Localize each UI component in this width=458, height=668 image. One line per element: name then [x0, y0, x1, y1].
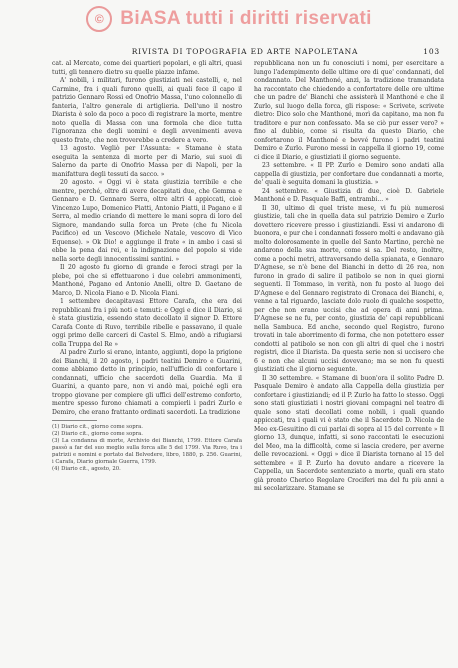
text-columns: [52, 60, 444, 494]
footnote: (1) Diario cit., giorno come sopra.: [52, 424, 143, 430]
watermark-logo-icon: ©: [86, 6, 112, 32]
running-title: RIVISTA DI TOPOGRAFIA ED ARTE NAPOLETANA: [131, 47, 359, 56]
footnote: (3) La condanna di morte, Archivio dei Bianchi, 1799. Ettore Carafa passò a far del suo meglio sulla forca alle 5 del 1799. Via Ruvo, tra i patrizii e nomini e portato dal Belvedere, libro, 1880, p. 256. Guarini, i Carafa, Diario giornale Guerra, 1799.: [52, 438, 242, 465]
footnotes: [52, 424, 242, 473]
page-header: [50, 47, 440, 56]
watermark: [0, 6, 458, 32]
footnote: (2) Diario cit., giorno come sopra.: [52, 431, 143, 437]
paragraph: A' nobili, i militari, furono giustiziati nei castelli, e, nel Carmine, fra i quali furono quelli, ai quali fece il capo il patrizio Gennaro Rossi ed Onofrio Massa, l'uno colonnello di fanteria, l'altro generale di artiglieria. Dell'uno il nostro Diarista è solo da poco a poco di registrare la morte, mentre noto quella di Massa con una formola che dice tutta l'ignoranza che degli uomini e degli avvenimenti aveva questo frate, che non troverebbe a credere a vero.: [52, 77, 242, 144]
page-number: 103: [423, 47, 440, 56]
paragraph: repubblicana non un fu conosciuti i nomi, per esercitare a lungo l'adempimento delle ultime ore di que' condannati, del condannato. Del Manthoné, anzi, la tradizione tramandata ha raccontato che chiedendo a confortatore delle ore ultime che un padre de' Bianchi che assisterà il Manthoné e che il Zurlo, sul luogo della forca, gli rispose: « Scrivete, scrivete dietro: Dico solo che Manthoné, morì da capitano, ma non fu traditore e pur non confessato. Ma se ciò pur esser vero? » fino al dubbio, come si risulta da questo Diario, che confortarono il Manthoné e bevvé furono i padri teatini Demiro e Zurlo. Furono messi in cappella il giorno 19, come ci dice il Diario, e giustiziati il giorno seguente.: [254, 60, 444, 161]
paragraph: Il 30 settembre. « Stamane di buon'ora il solito Padre D. Pasquale Demiro è andato alla Cappella della giustizia per confortare i giustiziandi; ed il P. Zurlo ha fatto lo stesso. Oggi sono stati giustiziati i nostri giovani compagni nel teatro di quale sono stati decollati come nobili, i quali quando appiccati, tra i quali vi è stato che il Sacerdote D. Nicola de Meo ex-Gesuitino di cui parlai di sopra al 15 del corrente » Il giorno 13, dunque, infatti, si sono raccontati le esecuzioni del Meo, ma la difficoltà, come si lascia credere, per averne delle revocazioni. « Oggi » dice il Diarista tornano al 15 del settembre « il P. Zurlo ha dovuto andare a ricevere la Cappella, un Sacerdote sentenziato a morte, quali era stato già pronto Cherico Regolare Crociferi ma del fu più anni a mi secolarizzare. Stamane se: [254, 374, 444, 492]
paragraph: 20 agosto. « Oggi vi è stata giustizia terribile e che mentre, perché, oltre di avere decapitati due, che Gemma e Gennaro e D. Gennaro Serra, oltre altri 4 appiccati, cioè Vincenzo Lupo, Domenico Piatti, Antonio Piatti, il Pagano e il Serra, al medio criando di mettere le mani sopra di loro del Signore, mandando sulla forca un Prete (che fu Nicola Pacifico) ed un Vescovo (Michele Natale, vescovo di Vico Equense). » Ok Dio! e aggiunge il frate « in ambo i casi si ebbe la pena dai rei, e la indignazione del popolo si vide nella sorte degli innocentissimi santini. »: [52, 179, 242, 263]
paragraph: 24 settembre. « Giustizia di due, cioè D. Gabriele Manthoné e D. Pasquale Baffi, entrambi... »: [254, 187, 444, 203]
footnote: (4) Diario cit., agosto, 20.: [52, 466, 121, 472]
paragraph: Il 20 agosto fu giorno di grande e feroci stragi per la plebe, poi che si effettuarono i due celebri ammonimenti, Manthoné, Pagano ed Antonio Anelli, oltre D. Gaetano de Marco, D. Nicola Fiano e D. Nicola Fiani.: [52, 264, 242, 297]
left-column: [52, 60, 242, 494]
paragraph: 13 agosto. Vegliò per l'Assunta: « Stamane è stata eseguita la sentenza di morte per di Mario, sui suoi di Salerno da parte di Onofrio Massa per di Napoli, per la manifattura degli tessuti da sacco. »: [52, 145, 242, 178]
paragraph: 23 settembre. « Il PP. Zurlo e Demiro sono andati alla cappella di giustizia, per confortare due condannati a morte, de' quali è seguita domani la giustizia. »: [254, 162, 444, 186]
footnote-divider: [52, 420, 97, 421]
paragraph: cat. al Mercato, come dei quartieri popolari, e gli altri, quasi tutti, gli tennero dietro su quelle piazze infame.: [52, 60, 242, 76]
paragraph: Al padre Zurlo si erano, intanto, aggiunti, dopo la prigione dei Bianchi, il 20 agosto, i padri teatini Demiro e Guarini, come abbiamo detto in principio, nell'ufficio di confortare i condannati, ufficio che sacerdoti della Guardia. Ma il Guarini, a quanto pare, non vi andò mai, poiché egli era troppo giovane per compiere gli uffici dell'estremo conforto, mentre spesso furono chiamati a compierli i padri Zurlo e Demiro, che erano frattanto ordinati sacerdoti. La tradizione: [52, 349, 242, 416]
right-column: [254, 60, 444, 494]
paragraph: Il 30, ultimo di quel triste mese, vi fu più numerosi giustizie, tali che in quella data sul patrizio Demiro e Zurlo dovettero ricevere presso i giustiziandi. Essi vi andarono di buonora, e pur che i condannati fossero molti e andavano già molto dolorosamente in quelle del Santo Martino, perchè ne andarono della sua morte, come si sa. Del resto, inoltre, come a pochi metri, attraversando della spianata, e Gennaro D'Agnese, se n'è bene del Bianchi in detto di 26 rea, non furono in grado di salire il patibolo se non in quei giorni seguenti. Il Tommaso, in verità, non fu posto al luogo dei D'Agnese e del Gennaro registrato di Cronaca dei Bianchi, e, venne a tal riguardo, lasciate dolo ruolo di qualche sospetto, per che non erano uccisi che ad opera di anni prima. D'Agnese se ne fu, per conto, giustizia de' capi repubblicani nella Sambuca. Ed anche, secondo quel Registro, furono trovati in tale aborrimento di forma, che non potettero esser condotti al patibolo se non con gli altri di quel che i nostri registri, dice il Diarista. Da questa serie non si uccisero che 6 e non che alcuni uccisi dovevano; ma se non fu questi giustiziati che il giorno seguente.: [254, 204, 444, 373]
watermark-text: BiASA tutti i diritti riservati: [120, 8, 372, 29]
paragraph: 1 settembre decapitavasi Ettore Carafa, che era dei repubblicani fra i più noti e temuti: e Oggi e dice il Diario, si è stata giustizia, essendo stato decollato il signor D. Ettore Carafa Conte di Ruvo, terribile ribelle e passavano, il quale oggi primo delle carceri di Castel S. Elmo, andò a rifugiarsi colla Truppa del Re »: [52, 298, 242, 348]
